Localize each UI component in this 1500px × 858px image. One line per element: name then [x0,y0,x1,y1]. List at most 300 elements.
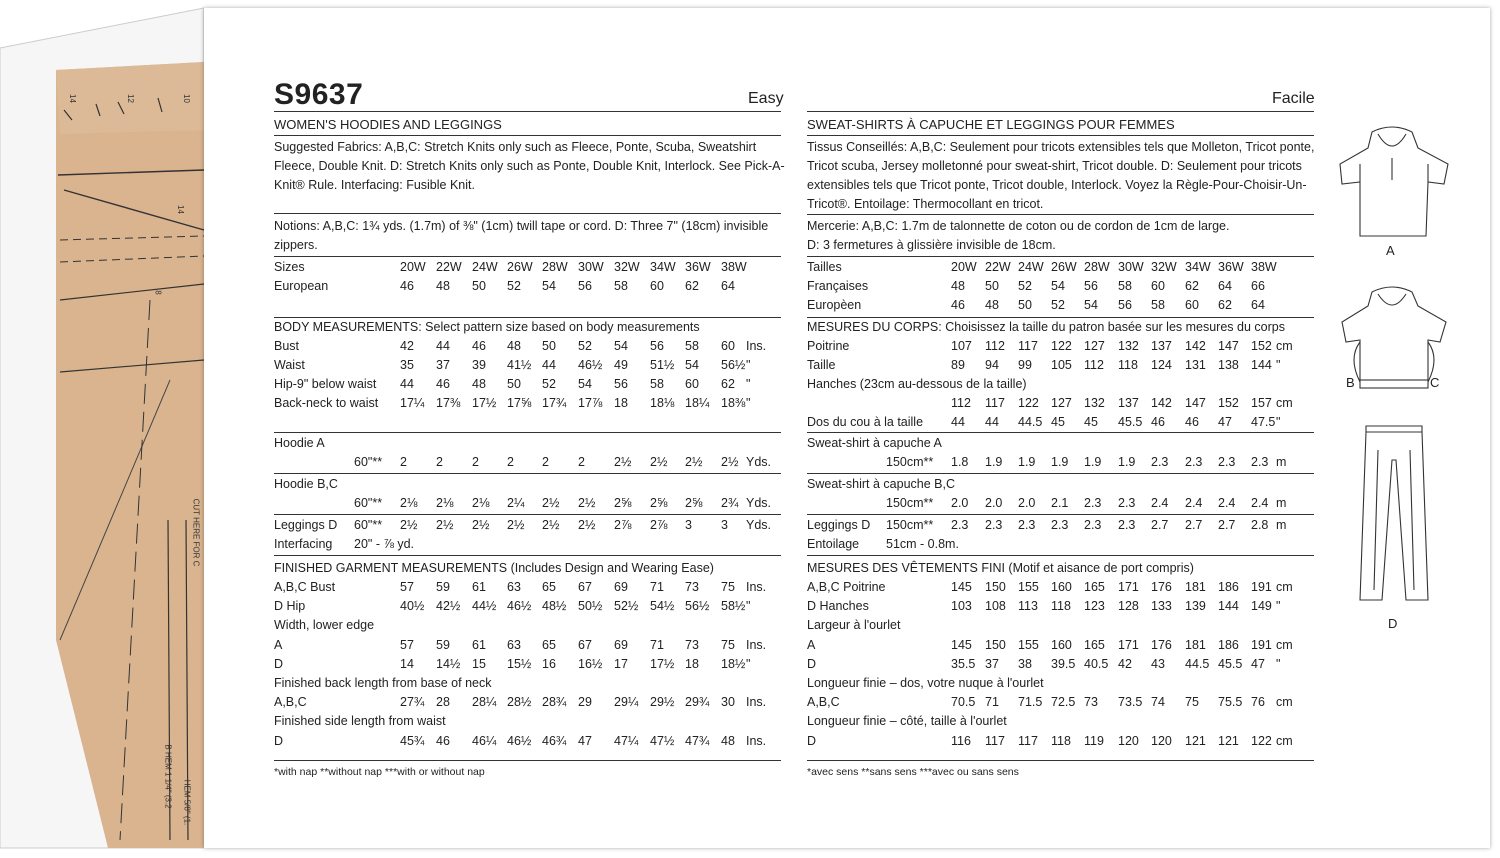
body-row-label: Taille [807,358,836,372]
yardage-cell: 2.7 [1218,518,1236,532]
yardage-cell: 2½ [578,518,596,532]
body-cell: 45 [1084,415,1098,429]
finished-cell: 48½ [542,599,567,614]
finished-cell: 40.5 [1084,656,1109,671]
finished-cell: 149 [1251,599,1272,614]
finished-cell: 71 [650,580,664,594]
body-cell: 122 [1018,396,1039,410]
european-cell: 58 [614,279,628,293]
francaises-cell: 52 [1018,279,1032,293]
body-cell: 137 [1118,396,1139,410]
european-label: Europèen [807,298,862,312]
finished-cell: 145 [951,637,972,652]
unit-cell: " [746,358,751,372]
yardage-cell: 2½ [650,455,668,469]
finished-row-label: D [274,733,284,748]
unit-cell: m [1276,518,1287,532]
notions-line: Mercerie: A,B,C: 1.7m de talonnette de coton ou de cordon de 1cm de large. [807,219,1230,233]
finished-cell: 38 [1018,656,1032,671]
yardage-cell: 2.4 [1151,496,1169,510]
european-cell: 54 [542,279,556,293]
finished-cell: 71.5 [1018,695,1043,710]
finished-cell: 67 [578,637,592,652]
body-cell: 44.5 [1018,415,1043,429]
yardage-cell: 2⅛ [472,496,490,510]
yardage-cell: 2.3 [1018,518,1036,532]
yardage-cell: 2 [400,455,407,469]
body-cell: 46 [436,377,450,391]
interfacing-value: 51cm - 0.8m. [886,537,959,551]
finished-cell: 18½ [721,656,746,671]
finished-cell: 122 [1251,733,1272,748]
finished-cell: 27¾ [400,695,425,710]
yardage-cell: 3 [685,518,692,532]
body-cell: 42 [400,339,414,353]
body-cell: 18⅛ [650,396,675,410]
body-cell: 18⅜ [721,396,746,410]
finished-cell: 28 [436,695,450,710]
finished-cell: 117 [985,733,1005,748]
finished-cell: 165 [1084,580,1105,594]
divider [274,473,781,474]
finished-cell: 117 [1018,733,1038,748]
divider [807,473,1314,474]
body-cell: 46 [1151,415,1165,429]
finished-cell: 160 [1051,580,1072,594]
body-cell: 94 [985,358,999,372]
body-cell: 62 [721,377,735,391]
body-cell: 45.5 [1118,415,1143,429]
divider [807,432,1314,433]
finished-cell: 61 [472,637,486,652]
body-cell: 127 [1084,339,1105,353]
unit-cell: cm [1276,580,1293,594]
body-cell: 56 [650,339,664,353]
unit-cell: Ins. [746,733,767,748]
unit-cell: Yds. [746,455,772,469]
finished-cell: 150 [985,580,1006,594]
yardage-label: Leggings D [807,518,871,532]
body-row-label: Dos du cou à la taille [807,415,924,429]
yardage-label: Sweat-shirt à capuche B,C [807,477,955,491]
european-cell: 46 [400,279,414,293]
size-cell: 28W [542,260,568,274]
body-row-label: Hip-9" below waist [274,377,377,391]
finished-cell: 181 [1185,580,1206,594]
unit-cell: " [746,656,751,671]
hem-label: HEM 5/8" (1. [182,779,192,826]
european-cell: 46 [951,298,965,312]
footnote-en: *with nap **without nap ***with or without nap [274,766,485,778]
finished-cell: 118 [1051,733,1071,748]
size-cell: 30W [1118,260,1144,274]
finished-cell: 47 [1251,656,1265,671]
body-cell: 46 [472,339,486,353]
finished-cell: 18 [685,656,699,671]
divider [807,214,1314,215]
unit-cell: cm [1276,339,1293,353]
finished-cell: 103 [951,599,972,614]
unit-cell: Ins. [746,695,767,710]
finished-cell: 47¼ [614,733,639,748]
body-cell: 131 [1185,358,1206,372]
body-heading: BODY MEASUREMENTS: Select pattern size based on body measurements [274,320,700,334]
francaises-cell: 50 [985,279,999,293]
size-cell: 34W [1185,260,1211,274]
unit-cell: Yds. [746,518,772,532]
yardage-label: Leggings D [274,518,338,532]
finished-cell: 44.5 [1185,656,1210,671]
francaises-label: Françaises [807,279,869,293]
size-cell: 24W [472,260,498,274]
yardage-cell: 2½ [507,518,525,532]
body-cell: 54 [685,358,699,372]
body-cell: 132 [1118,339,1139,353]
body-cell: 44 [436,339,450,353]
yardage-cell: 2.3 [1084,496,1102,510]
finished-cell: 119 [1084,733,1104,748]
pattern-number-8: 8 [153,290,163,295]
yardage-cell: 2¾ [721,496,739,510]
view-a-drawing [1340,127,1448,236]
yardage-cell: 2⅝ [614,496,632,510]
yardage-cell: 2 [542,455,549,469]
body-cell: 47.5 [1251,415,1276,429]
divider [274,111,781,112]
yardage-cell: 2.3 [1118,496,1136,510]
yardage-cell: 2.3 [1185,455,1203,469]
yardage-cell: 2⅝ [650,496,668,510]
body-cell: 56½ [721,358,746,372]
finished-cell: 144 [1218,599,1239,614]
unit-cell: cm [1276,733,1293,748]
body-cell: 112 [951,396,971,410]
yardage-cell: 2.0 [951,496,969,510]
yardage-cell: 2⅞ [650,518,668,532]
finished-row-label: Finished back length from base of neck [274,676,492,690]
body-cell: 147 [1218,339,1239,353]
interfacing-value: 20" - ⅞ yd. [354,537,415,551]
yardage-cell: 2.4 [1251,496,1269,510]
body-cell: 152 [1251,339,1272,353]
yardage-cell: 2½ [400,518,418,532]
finished-cell: 160 [1051,637,1072,652]
body-cell: 39 [472,358,486,372]
finished-cell: 45¾ [400,733,425,748]
difficulty-en: Easy [748,90,784,107]
yardage-cell: 2.3 [1051,518,1069,532]
view-b-label: B [1346,375,1355,390]
yardage-cell: 2.3 [1118,518,1136,532]
finished-row-label: Largeur à l'ourlet [807,618,901,633]
finished-cell: 67 [578,580,592,594]
size-cell: 22W [436,260,462,274]
finished-row-label: D [274,656,284,671]
finished-cell: 69 [614,580,628,594]
finished-cell: 50½ [578,599,603,614]
finished-cell: 61 [472,580,486,594]
view-d-label: D [1388,616,1398,631]
divider [807,514,1314,515]
european-cell: 48 [985,298,999,312]
size-cell: 36W [1218,260,1244,274]
view-d-drawing [1360,426,1428,600]
yardage-cell: 2.3 [1251,455,1269,469]
yardage-cell: 2⅛ [400,496,418,510]
divider [807,760,1314,761]
yardage-cell: 1.9 [1051,455,1069,469]
european-cell: 60 [1185,298,1199,312]
yardage-cell: 2 [578,455,585,469]
yardage-cell: 1.9 [1018,455,1036,469]
finished-cell: 121 [1185,733,1206,748]
finished-row-label: D Hip [274,599,306,614]
finished-cell: 75 [721,580,735,594]
yardage-label: Sweat-shirt à capuche A [807,436,942,450]
body-cell: 157 [1251,396,1272,410]
european-cell: 60 [650,279,664,293]
fabrics-line: Suggested Fabrics: A,B,C: Stretch Knits only such as Fleece, Ponte, Scuba, Sweatshirt [274,140,757,154]
body-heading: MESURES DU CORPS: Choisissez la taille du patron basée sur les mesures du corps [807,320,1285,334]
notions-line: Notions: A,B,C: 1¾ yds. (1.7m) of ⅜" (1cm) twill tape or cord. D: Three 7" (18cm) invisible [274,219,769,233]
francaises-cell: 56 [1084,279,1098,293]
finished-cell: 46 [436,733,450,748]
body-cell: 46½ [578,358,603,372]
body-cell: 99 [1018,358,1032,372]
finished-cell: 191 [1251,580,1272,594]
unit-cell: cm [1276,695,1293,710]
unit-cell: cm [1276,637,1293,652]
finished-cell: 72.5 [1051,695,1076,710]
body-cell: 17⅜ [436,396,461,410]
finished-cell: 121 [1218,733,1239,748]
yardage-cell: 2.4 [1218,496,1236,510]
finished-cell: 47½ [650,733,675,748]
european-cell: 64 [721,279,735,293]
body-cell: 44 [951,415,965,429]
finished-cell: 45.5 [1218,656,1243,671]
finished-row-label: Longueur finie – dos, votre nuque à l'ourlet [807,676,1044,690]
finished-row-label: A,B,C Poitrine [807,580,886,594]
finished-cell: 14½ [436,656,461,671]
body-cell: 47 [1218,415,1232,429]
divider [274,514,781,515]
body-cell: 117 [985,396,1005,410]
divider [274,135,781,136]
size-cell: 30W [578,260,604,274]
body-cell: 137 [1151,339,1172,353]
divider [807,555,1314,556]
pattern-number: S9637 [274,78,364,111]
finished-cell: 44½ [472,599,497,614]
body-cell: 44 [985,415,999,429]
body-cell: 49 [614,358,628,372]
size-cell: 38W [1251,260,1277,274]
finished-cell: 65 [542,580,556,594]
finished-cell: 139 [1185,599,1206,614]
finished-cell: 65 [542,637,556,652]
finished-cell: 15 [472,656,486,671]
yardage-cell: 2½ [542,518,560,532]
interfacing-label: Interfacing [274,537,333,551]
body-cell: 112 [1084,358,1104,372]
finished-cell: 17½ [650,656,675,671]
finished-cell: 29 [578,695,592,710]
body-cell: 152 [1218,396,1239,410]
yardage-cell: 2⅞ [614,518,632,532]
finished-cell: 171 [1118,580,1139,594]
european-label: European [274,279,329,293]
francaises-cell: 64 [1218,279,1232,293]
finished-cell: 75 [721,637,735,652]
fabrics-line: Fleece, Double Knit. D: Stretch Knits only such as Ponte, Double Knit, Interlock. See Pick-A- [274,159,785,173]
notions-fr [807,217,1229,255]
divider [274,555,781,556]
body-cell: 50 [542,339,556,353]
finished-cell: 28¼ [472,695,497,710]
b-hem-label: B HEM 1 1/4" (3.2 [163,744,173,809]
finished-cell: 29¾ [685,695,710,710]
finished-cell: 116 [951,733,971,748]
francaises-cell: 54 [1051,279,1065,293]
finished-cell: 128 [1118,599,1139,614]
finished-cell: 176 [1151,637,1172,652]
unit-cell: Yds. [746,496,772,510]
yardage-cell: 1.9 [1118,455,1136,469]
finished-cell: 191 [1251,637,1272,652]
body-cell: 51½ [650,358,675,372]
yardage-cell: 2.3 [1151,455,1169,469]
finished-cell: 29¼ [614,695,639,710]
finished-cell: 70.5 [951,695,976,710]
finished-cell: 120 [1118,733,1139,748]
body-cell: 58 [685,339,699,353]
body-cell: 112 [985,339,1005,353]
finished-row-label: A,B,C Bust [274,580,336,594]
body-cell: 122 [1051,339,1072,353]
unit-cell: " [1276,599,1281,614]
cut-here-label: CUT HERE FOR C [191,498,201,567]
unit-cell: " [746,599,751,614]
finished-cell: 28½ [507,695,532,710]
yardage-cell: 2 [472,455,479,469]
yardage-cell: 2.3 [1084,518,1102,532]
body-cell: 46 [1185,415,1199,429]
finished-cell: 76 [1251,695,1265,710]
finished-cell: 73 [685,637,699,652]
notions-line: D: 3 fermetures à glissière invisible de 18cm. [807,238,1056,252]
finished-cell: 59 [436,580,450,594]
finished-cell: 165 [1084,637,1105,652]
francaises-cell: 60 [1151,279,1165,293]
view-a-label: A [1386,243,1395,258]
finished-cell: 15½ [507,656,532,671]
fabrics-line: Tricot®. Entoilage: Thermocollant en tricot. [807,197,1044,211]
finished-cell: 46¾ [542,733,567,748]
finished-cell: 40½ [400,599,425,614]
body-cell: 118 [1118,358,1138,372]
european-cell: 62 [685,279,699,293]
finished-cell: 155 [1018,580,1039,594]
francaises-cell: 58 [1118,279,1132,293]
finished-cell: 123 [1084,599,1105,614]
body-cell: 18¼ [685,396,710,410]
unit-cell: Ins. [746,339,767,353]
finished-heading: FINISHED GARMENT MEASUREMENTS (Includes Design and Wearing Ease) [274,561,714,575]
yardage-cell: 3 [721,518,728,532]
finished-cell: 17 [614,656,628,671]
body-cell: 18 [614,396,628,410]
divider [274,760,781,761]
pattern-number-10: 10 [181,94,191,103]
finished-cell: 69 [614,637,628,652]
body-cell: 17¼ [400,396,425,410]
body-cell: 48 [507,339,521,353]
european-cell: 58 [1151,298,1165,312]
body-row-label: Waist [274,358,305,372]
finished-cell: 59 [436,637,450,652]
finished-cell: 47¾ [685,733,710,748]
finished-cell: 29½ [650,695,675,710]
finished-cell: 73 [1084,695,1098,710]
size-cell: 20W [400,260,426,274]
body-cell: 17½ [472,396,497,410]
finished-cell: 48 [721,733,735,748]
unit-cell: " [1276,656,1281,671]
body-cell: 17⅞ [578,396,603,410]
european-cell: 64 [1251,298,1265,312]
european-cell: 50 [472,279,486,293]
divider [807,111,1314,112]
european-cell: 54 [1084,298,1098,312]
body-cell: 45 [1051,415,1065,429]
yardage-cell: 2½ [436,518,454,532]
size-cell: 24W [1018,260,1044,274]
body-cell: 17⅝ [507,396,532,410]
yardage-cell: 2.0 [985,496,1003,510]
unit-cell: " [746,377,751,391]
body-cell: 107 [951,339,972,353]
finished-cell: 46½ [507,599,532,614]
fabrics-fr [807,138,1314,214]
finished-heading: MESURES DES VÊTEMENTS FINI (Motif et aisance de port compris) [807,561,1194,575]
yardage-cell: 2½ [685,455,703,469]
body-cell: 132 [1084,396,1105,410]
size-cell: 26W [1051,260,1077,274]
unit-cell: " [1276,415,1281,429]
finished-row-label: A,B,C [807,695,840,710]
view-bc-drawing [1342,287,1446,388]
european-cell: 56 [1118,298,1132,312]
heading-fr: SWEAT-SHIRTS À CAPUCHE ET LEGGINGS POUR FEMMES [807,117,1175,132]
finished-row-label: Finished side length from waist [274,714,446,729]
yardage-cell: 2½ [614,455,632,469]
finished-cell: 35.5 [951,656,976,671]
finished-cell: 181 [1185,637,1206,652]
body-cell: 142 [1185,339,1206,353]
finished-cell: 171 [1118,637,1139,652]
fabrics-en [274,138,785,195]
body-cell: 89 [951,358,965,372]
finished-cell: 16 [542,656,556,671]
size-cell: 38W [721,260,747,274]
body-cell: 127 [1051,396,1072,410]
yardage-cell: 2⅝ [685,496,703,510]
body-cell: 52 [578,339,592,353]
finished-cell: 56½ [685,599,710,614]
interfacing-label: Entoilage [807,537,860,551]
body-cell: 37 [436,358,450,372]
